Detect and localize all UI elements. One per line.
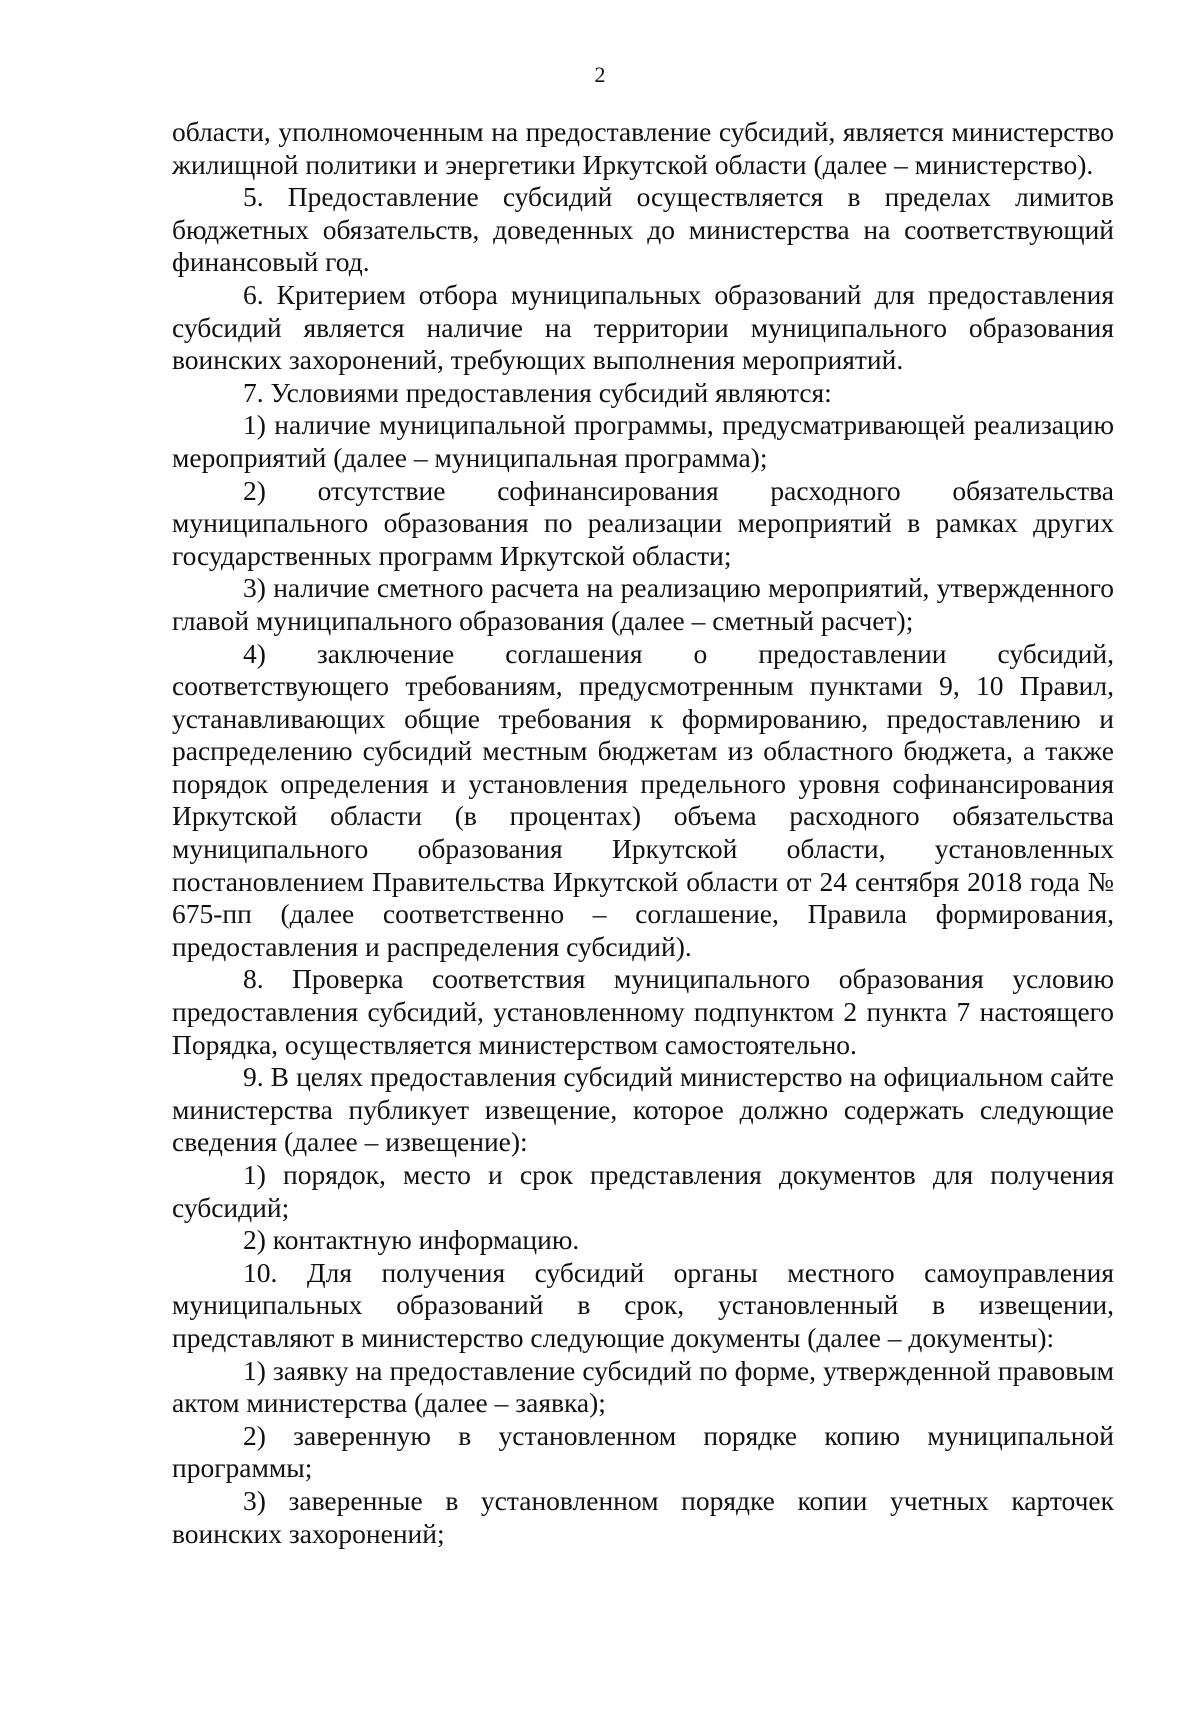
page-number: 2 (594, 62, 606, 87)
paragraph-continuation: области, уполномоченным на предоставление субсидий, является министерство жилищной политики и энергетики Иркутской области (далее – министерство). (172, 116, 1114, 180)
paragraph-item-10-1: 1) заявку на предоставление субсидий по форме, утвержденной правовым актом министерства (далее – заявка); (172, 1354, 1114, 1419)
paragraph-item-5: 5. Предоставление субсидий осуществляется в пределах лимитов бюджетных обязательств, доведенных до министерства на соответствующий финансовый год. (172, 181, 1114, 278)
paragraph-item-10-3: 3) заверенные в установленном порядке копии учетных карточек воинских захоронений; (172, 1484, 1114, 1549)
paragraph-item-7-4: 4) заключение соглашения о предоставлении субсидий, соответствующего требованиям, предусмотренным пунктами 9, 10 Правил, устанавливающих общие требования к формированию, предоставлению и распределению субсидий местным бюджетам из областного бюджета, а также порядок определения и установления предельного уровня софинансирования Иркутской области (в процентах) объема расходного обязательства муниципального образования Иркутской области, установленных постановлением Правительства Иркутской области от 24 сентября 2018 года № 675-пп (далее соответственно – соглашение, Правила формирования, предоставления и распределения субсидий). (172, 637, 1114, 962)
paragraph-item-10-2: 2) заверенную в установленном порядке копию муниципальной программы; (172, 1419, 1114, 1484)
paragraph-item-9-2: 2) контактную информацию. (243, 1224, 580, 1256)
paragraph-item-8: 8. Проверка соответствия муниципального образования условию предоставления субсидий, установленному подпунктом 2 пункта 7 настоящего Порядка, осуществляется министерством самостоятельно. (172, 963, 1114, 1060)
paragraph-item-9: 9. В целях предоставления субсидий министерство на официальном сайте министерства публикует извещение, которое должно содержать следующие сведения (далее – извещение): (172, 1061, 1114, 1158)
paragraph-item-7: 7. Условиями предоставления субсидий являются: (243, 376, 832, 408)
paragraph-item-7-2: 2) отсутствие софинансирования расходного обязательства муниципального образования по реализации мероприятий в рамках других государственных программ Иркутской области; (172, 474, 1114, 571)
paragraph-item-7-1: 1) наличие муниципальной программы, предусматривающей реализацию мероприятий (далее – муниципальная программа); (172, 409, 1114, 473)
paragraph-item-7-3: 3) наличие сметного расчета на реализацию мероприятий, утвержденного главой муниципального образования (далее – сметный расчет); (172, 572, 1114, 636)
paragraph-item-10: 10. Для получения субсидий органы местного самоуправления муниципальных образований в срок, установленный в извещении, представляют в министерство следующие документы (далее – документы): (172, 1256, 1114, 1353)
paragraph-item-9-1: 1) порядок, место и срок представления документов для получения субсидий; (172, 1159, 1114, 1223)
document-body (172, 116, 1114, 1550)
paragraph-item-6: 6. Критерием отбора муниципальных образований для предоставления субсидий является наличие на территории муниципального образования воинских захоронений, требующих выполнения мероприятий. (172, 278, 1114, 376)
